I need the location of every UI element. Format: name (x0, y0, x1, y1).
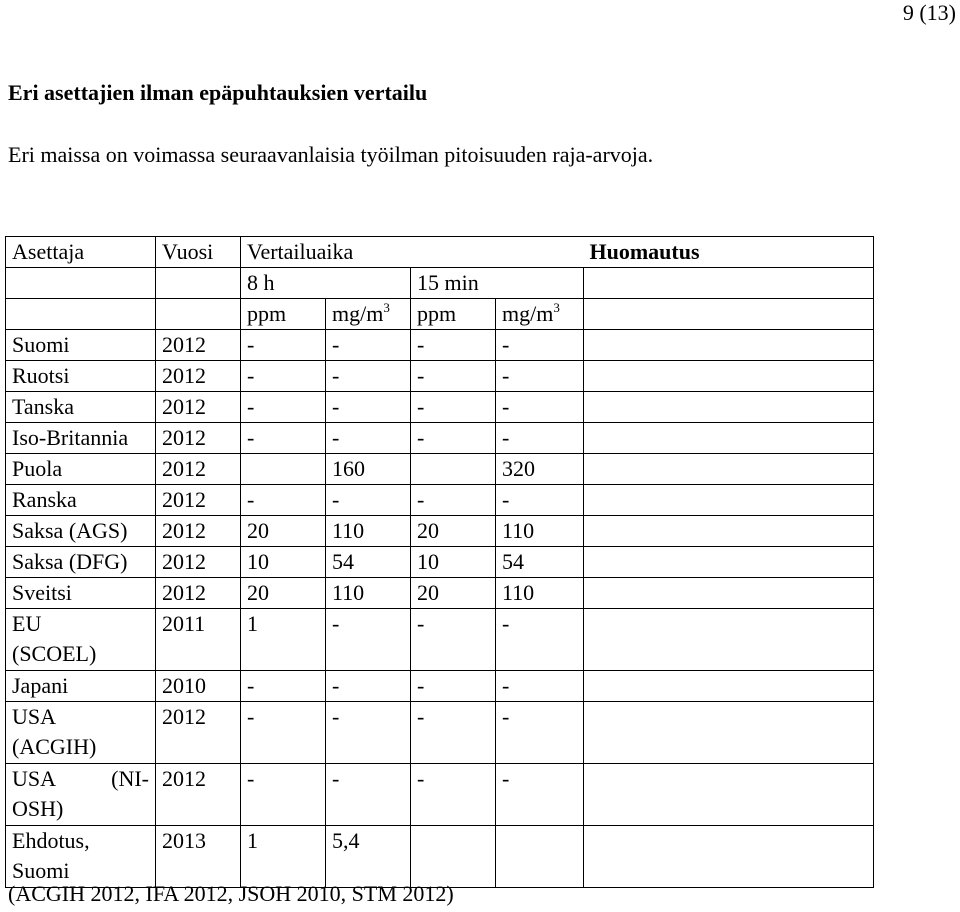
cell-year: 2012 (156, 702, 241, 764)
cell-value: - (241, 764, 326, 826)
cell-value: - (411, 609, 496, 671)
cell-value: - (326, 702, 411, 764)
cell-value: 110 (326, 578, 411, 609)
cell-value: - (411, 764, 496, 826)
cell-remark (584, 516, 874, 547)
cell-value: 20 (241, 516, 326, 547)
cell-value (411, 454, 496, 485)
cell-setter: USA (ACGIH) (6, 702, 156, 764)
table-row (6, 609, 874, 671)
cell-value: 110 (326, 516, 411, 547)
cell-setter: Japani (6, 671, 156, 702)
cell-value: - (241, 485, 326, 516)
cell-value: - (411, 392, 496, 423)
table-row (6, 485, 874, 516)
cell-setter: Sveitsi (6, 578, 156, 609)
cell-setter: Puola (6, 454, 156, 485)
header-row (6, 237, 874, 268)
cell-value: - (496, 392, 584, 423)
cell-value: 1 (241, 609, 326, 671)
cell-value: - (496, 361, 584, 392)
cell-value: - (496, 702, 584, 764)
cell-remark (584, 485, 874, 516)
cell-value (241, 454, 326, 485)
cell-year: 2010 (156, 671, 241, 702)
table-row (6, 454, 874, 485)
table-row (6, 392, 874, 423)
cell-value: - (496, 485, 584, 516)
table-row (6, 764, 874, 826)
cell-setter: EU (SCOEL) (6, 609, 156, 671)
table-row (6, 671, 874, 702)
cell-remark (584, 671, 874, 702)
page-number: 9 (13) (902, 0, 956, 25)
cell-value: 160 (326, 454, 411, 485)
cell-value: 5,4 (326, 826, 411, 888)
cell-value: - (326, 764, 411, 826)
table-row (6, 702, 874, 764)
cell-value: - (411, 423, 496, 454)
cell-setter: Ranska (6, 485, 156, 516)
cell-year: 2012 (156, 454, 241, 485)
cell-year: 2012 (156, 578, 241, 609)
cell-year: 2012 (156, 516, 241, 547)
header-year: Vuosi (156, 237, 241, 268)
cell-year: 2011 (156, 609, 241, 671)
cell-value: - (326, 485, 411, 516)
cell-value: - (496, 764, 584, 826)
intro-paragraph: Eri maissa on voimassa seuraavanlaisia työilman pitoisuuden raja-arvoja. (8, 142, 654, 167)
header-15min: 15 min (411, 268, 584, 299)
cell-value: - (241, 423, 326, 454)
cell-value: - (326, 671, 411, 702)
cell-year: 2013 (156, 826, 241, 888)
cell-value: - (496, 609, 584, 671)
cell-year: 2012 (156, 764, 241, 826)
cell-value: - (241, 392, 326, 423)
cell-setter: Ehdotus, Suomi (6, 826, 156, 888)
sources-note: (ACGIH 2012, IFA 2012, JSOH 2010, STM 2012) (8, 881, 454, 906)
table-row (6, 826, 874, 888)
cell-setter: Suomi (6, 330, 156, 361)
cell-remark (584, 454, 874, 485)
cell-remark (584, 764, 874, 826)
subheader-unit-row (6, 299, 874, 330)
cell-value: 20 (411, 578, 496, 609)
cell-setter: USA (NI- OSH) (6, 764, 156, 826)
cell-remark (584, 609, 874, 671)
header-setter: Asettaja (6, 237, 156, 268)
cell-value: - (411, 330, 496, 361)
cell-year: 2012 (156, 547, 241, 578)
cell-value: 320 (496, 454, 584, 485)
cell-value: - (326, 423, 411, 454)
cell-setter: Tanska (6, 392, 156, 423)
header-8h: 8 h (241, 268, 411, 299)
cell-value: - (241, 702, 326, 764)
limit-values-table (5, 236, 874, 888)
unit-ppm-8h: ppm (241, 299, 326, 330)
cell-value: 20 (241, 578, 326, 609)
cell-remark (584, 330, 874, 361)
cell-remark (584, 547, 874, 578)
cell-value (411, 826, 496, 888)
table-row (6, 578, 874, 609)
cell-value: 110 (496, 516, 584, 547)
cell-value: - (241, 330, 326, 361)
cell-value: - (326, 392, 411, 423)
cell-value: - (411, 702, 496, 764)
cell-setter: Iso-Britannia (6, 423, 156, 454)
table-row (6, 361, 874, 392)
cell-setter: Ruotsi (6, 361, 156, 392)
cell-value: - (411, 671, 496, 702)
cell-value: 54 (326, 547, 411, 578)
subheader-period-row (6, 268, 874, 299)
cell-setter: Saksa (DFG) (6, 547, 156, 578)
cell-year: 2012 (156, 330, 241, 361)
cell-value: - (496, 671, 584, 702)
cell-value: - (496, 330, 584, 361)
cell-value: - (326, 609, 411, 671)
cell-year: 2012 (156, 361, 241, 392)
cell-year: 2012 (156, 485, 241, 516)
cell-value: 54 (496, 547, 584, 578)
unit-ppm-15min: ppm (411, 299, 496, 330)
unit-mgm3-8h: $mg/m^3$ (326, 299, 411, 330)
cell-value: - (411, 361, 496, 392)
cell-value: 10 (411, 547, 496, 578)
cell-value (496, 826, 584, 888)
header-remark: Huomautus (584, 237, 874, 268)
cell-remark (584, 361, 874, 392)
cell-year: 2012 (156, 423, 241, 454)
cell-value: 110 (496, 578, 584, 609)
cell-remark (584, 423, 874, 454)
cell-value: - (241, 361, 326, 392)
cell-remark (584, 702, 874, 764)
cell-value: - (411, 485, 496, 516)
cell-value: 20 (411, 516, 496, 547)
cell-remark (584, 578, 874, 609)
cell-value: - (326, 361, 411, 392)
header-reference-time: Vertailuaika (241, 237, 584, 268)
cell-remark (584, 826, 874, 888)
section-heading: Eri asettajien ilman epäpuhtauksien vertailu (8, 80, 428, 105)
cell-setter: Saksa (AGS) (6, 516, 156, 547)
table-row (6, 516, 874, 547)
cell-value: 10 (241, 547, 326, 578)
cell-year: 2012 (156, 392, 241, 423)
cell-value: - (241, 671, 326, 702)
cell-value: - (326, 330, 411, 361)
cell-value: 1 (241, 826, 326, 888)
table-row (6, 330, 874, 361)
unit-mgm3-15min: $mg/m^3$ (496, 299, 584, 330)
table-row (6, 547, 874, 578)
table-row (6, 423, 874, 454)
cell-value: - (496, 423, 584, 454)
cell-remark (584, 392, 874, 423)
